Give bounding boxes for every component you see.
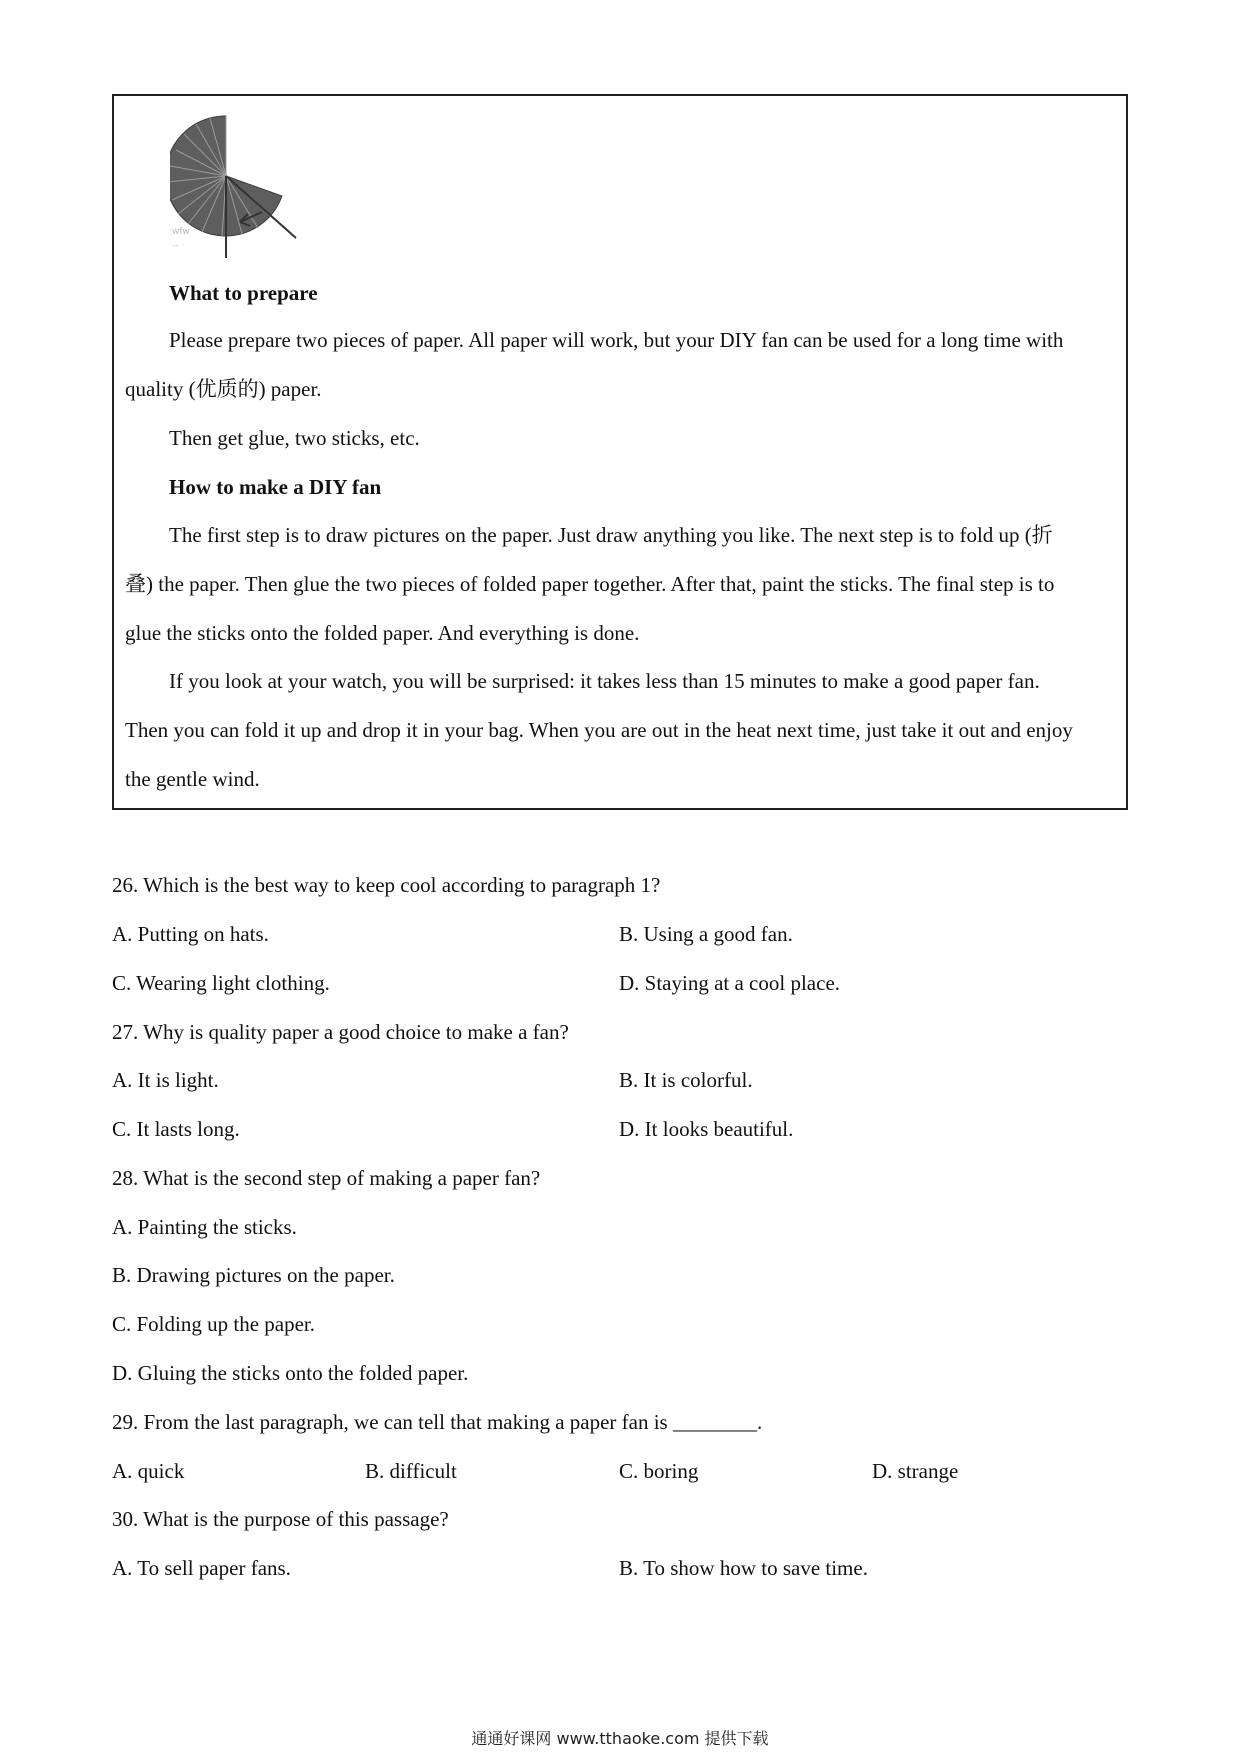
- paragraph-ending-line1: If you look at your watch, you will be surprised: it takes less than 15 minutes to make a good paper fan.: [169, 669, 1040, 693]
- paragraph-materials: Then get glue, two sticks, etc.: [169, 426, 420, 450]
- paragraph-ending-line3: the gentle wind.: [125, 767, 260, 791]
- paragraph-steps-line1: The first step is to draw pictures on the paper. Just draw anything you like. The next step is to fold up (折: [169, 523, 1053, 547]
- paragraph-steps-line3: glue the sticks onto the folded paper. And everything is done.: [125, 621, 640, 645]
- paper-fan-illustration-icon: [170, 110, 302, 260]
- q26-option-b[interactable]: B. Using a good fan.: [619, 922, 793, 946]
- page-footer: 通通好课网 www.tthaoke.com 提供下载: [471, 1729, 769, 1748]
- q28-option-d[interactable]: D. Gluing the sticks onto the folded paper.: [112, 1361, 469, 1385]
- q27-option-a[interactable]: A. It is light.: [112, 1068, 219, 1092]
- q30-option-a[interactable]: A. To sell paper fans.: [112, 1556, 291, 1580]
- question-28: 28. What is the second step of making a paper fan?: [112, 1166, 541, 1190]
- q27-option-b[interactable]: B. It is colorful.: [619, 1068, 753, 1092]
- paragraph-steps-line2: 叠) the paper. Then glue the two pieces of folded paper together. After that, paint the sticks. The final step is to: [125, 572, 1055, 596]
- q26-option-d[interactable]: D. Staying at a cool place.: [619, 971, 841, 995]
- q28-option-b[interactable]: B. Drawing pictures on the paper.: [112, 1263, 395, 1287]
- heading-what-to-prepare: What to prepare: [169, 281, 318, 305]
- q27-option-c[interactable]: C. It lasts long.: [112, 1117, 240, 1141]
- question-30: 30. What is the purpose of this passage?: [112, 1507, 449, 1531]
- paragraph-prepare-line2: quality (优质的) paper.: [125, 377, 322, 401]
- q26-option-a[interactable]: A. Putting on hats.: [112, 922, 269, 946]
- question-29: 29. From the last paragraph, we can tell that making a paper fan is ________.: [112, 1410, 763, 1434]
- svg-text:wfw: wfw: [172, 227, 190, 237]
- q27-option-d[interactable]: D. It looks beautiful.: [619, 1117, 794, 1141]
- q26-option-c[interactable]: C. Wearing light clothing.: [112, 971, 330, 995]
- q29-option-c[interactable]: C. boring: [619, 1459, 699, 1483]
- reading-passage-box: [112, 94, 1128, 810]
- q29-option-a[interactable]: A. quick: [112, 1459, 185, 1483]
- q29-option-b[interactable]: B. difficult: [365, 1459, 457, 1483]
- q28-option-a[interactable]: A. Painting the sticks.: [112, 1215, 297, 1239]
- heading-how-to-make: How to make a DIY fan: [169, 475, 382, 499]
- paragraph-ending-line2: Then you can fold it up and drop it in your bag. When you are out in the heat next time, just take it out and enjoy: [125, 718, 1073, 742]
- q30-option-b[interactable]: B. To show how to save time.: [619, 1556, 868, 1580]
- question-26: 26. Which is the best way to keep cool according to paragraph 1?: [112, 873, 661, 897]
- question-27: 27. Why is quality paper a good choice to make a fan?: [112, 1020, 569, 1044]
- paragraph-prepare-line1: Please prepare two pieces of paper. All paper will work, but your DIY fan can be used for a long time with: [169, 328, 1064, 352]
- q28-option-c[interactable]: C. Folding up the paper.: [112, 1312, 315, 1336]
- svg-text:-- ·: -- ·: [172, 241, 185, 251]
- q29-option-d[interactable]: D. strange: [872, 1459, 959, 1483]
